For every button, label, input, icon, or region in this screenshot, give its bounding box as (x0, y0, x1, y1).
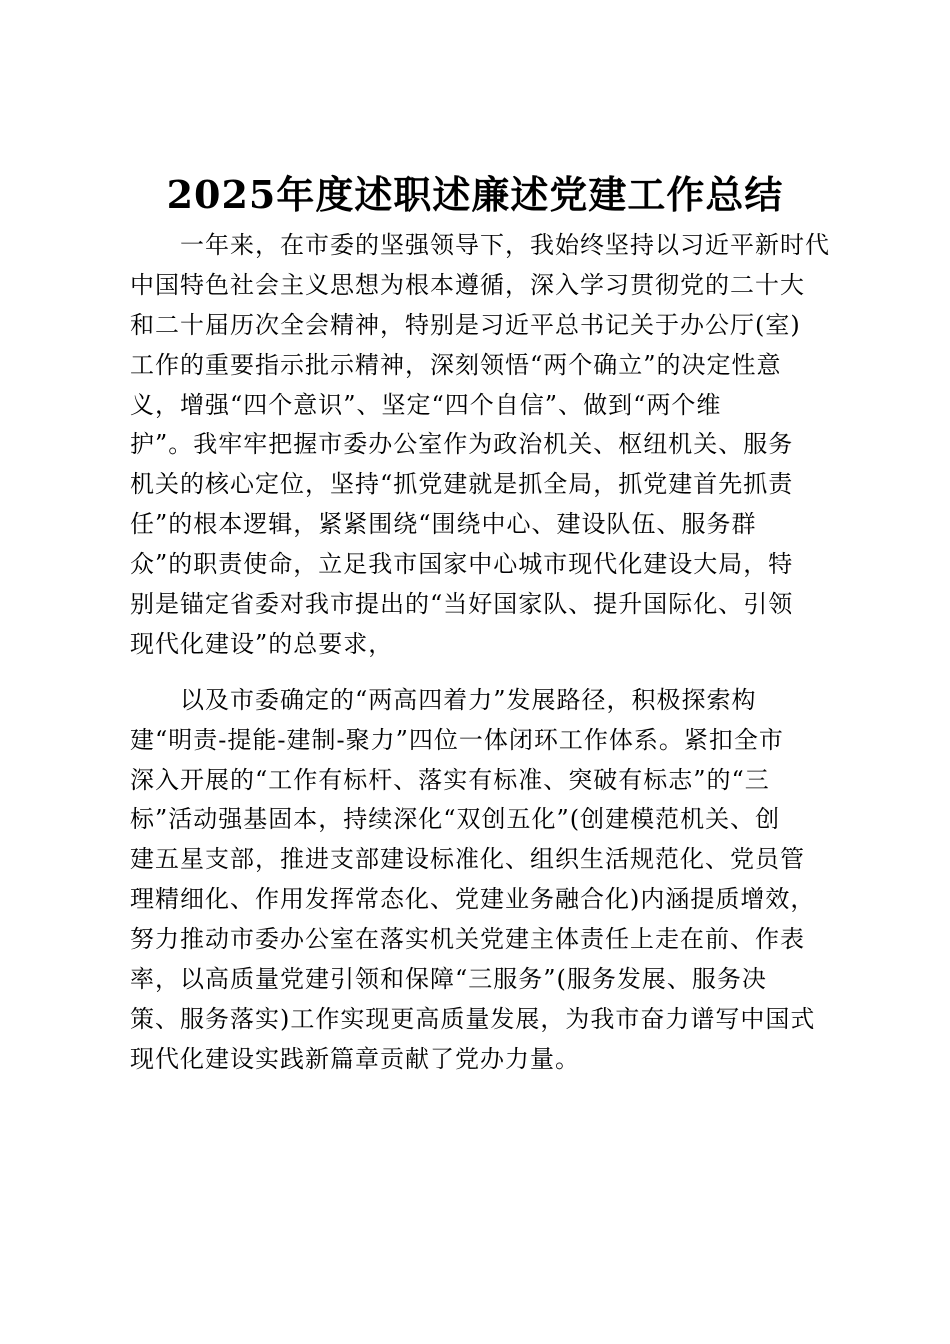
paragraph-line: 工作的重要指示批示精神，深刻领悟“两个确立”的决定性意 (130, 350, 782, 379)
paragraph-line: 一年来，在市委的坚强领导下，我始终坚持以习近平新时代 (180, 231, 830, 259)
paragraph-line: 任”的根本逻辑，紧紧围绕“围绕中心、建设队伍、服务群 (130, 510, 757, 539)
paragraph-line: 义，增强“四个意识”、坚定“四个自信”、做到“两个维 (130, 390, 722, 419)
paragraph-line: 机关的核心定位，坚持“抓党建就是抓全局，抓党建首先抓责 (130, 470, 794, 499)
paragraph-1 (130, 226, 830, 665)
paragraph-line: 别是锚定省委对我市提出的“当好国家队、提升国际化、引领 (130, 590, 794, 619)
paragraph-line: 标”活动强基固本，持续深化“双创五化”(创建模范机关、创 (130, 805, 781, 834)
paragraph-line: 努力推动市委办公室在落实机关党建主体责任上走在前、作表 (130, 925, 805, 954)
paragraph-line: 建五星支部，推进支部建设标准化、组织生活规范化、党员管 (130, 845, 805, 874)
paragraph-line: 现代化建设实践新篇章贡献了党办力量。 (130, 1044, 580, 1073)
paragraph-line: 众”的职责使命，立足我市国家中心城市现代化建设大局，特 (130, 550, 794, 579)
paragraph-line: 建“明责-提能-建制-聚力”四位一体闭环工作体系。紧扣全市 (130, 725, 784, 754)
paragraph-line: 和二十届历次全会精神，特别是习近平总书记关于办公厅(室) (130, 310, 801, 339)
paragraph-line: 率，以高质量党建引领和保障“三服务”(服务发展、服务决 (130, 965, 767, 994)
paragraph-spacer (130, 665, 830, 681)
paragraph-line: 以及市委确定的“两高四着力”发展路径，积极探索构 (180, 685, 757, 714)
document-title: 2025年度述职述廉述党建工作总结 (166, 172, 784, 217)
paragraph-line: 中国特色社会主义思想为根本遵循，深入学习贯彻党的二十大 (130, 270, 805, 299)
paragraph-2 (130, 681, 830, 1080)
document-body (130, 226, 830, 1080)
paragraph-line: 护”。我牢牢把握市委办公室作为政治机关、枢纽机关、服务 (130, 430, 794, 459)
paragraph-line: 策、服务落实)工作实现更高质量发展，为我市奋力谱写中国式 (130, 1004, 816, 1033)
paragraph-line: 深入开展的“工作有标杆、落实有标准、突破有标志”的“三 (130, 765, 770, 794)
paragraph-line: 现代化建设”的总要求， (130, 629, 394, 658)
paragraph-line: 理精细化、作用发挥常态化、党建业务融合化)内涵提质增效， (130, 885, 816, 914)
